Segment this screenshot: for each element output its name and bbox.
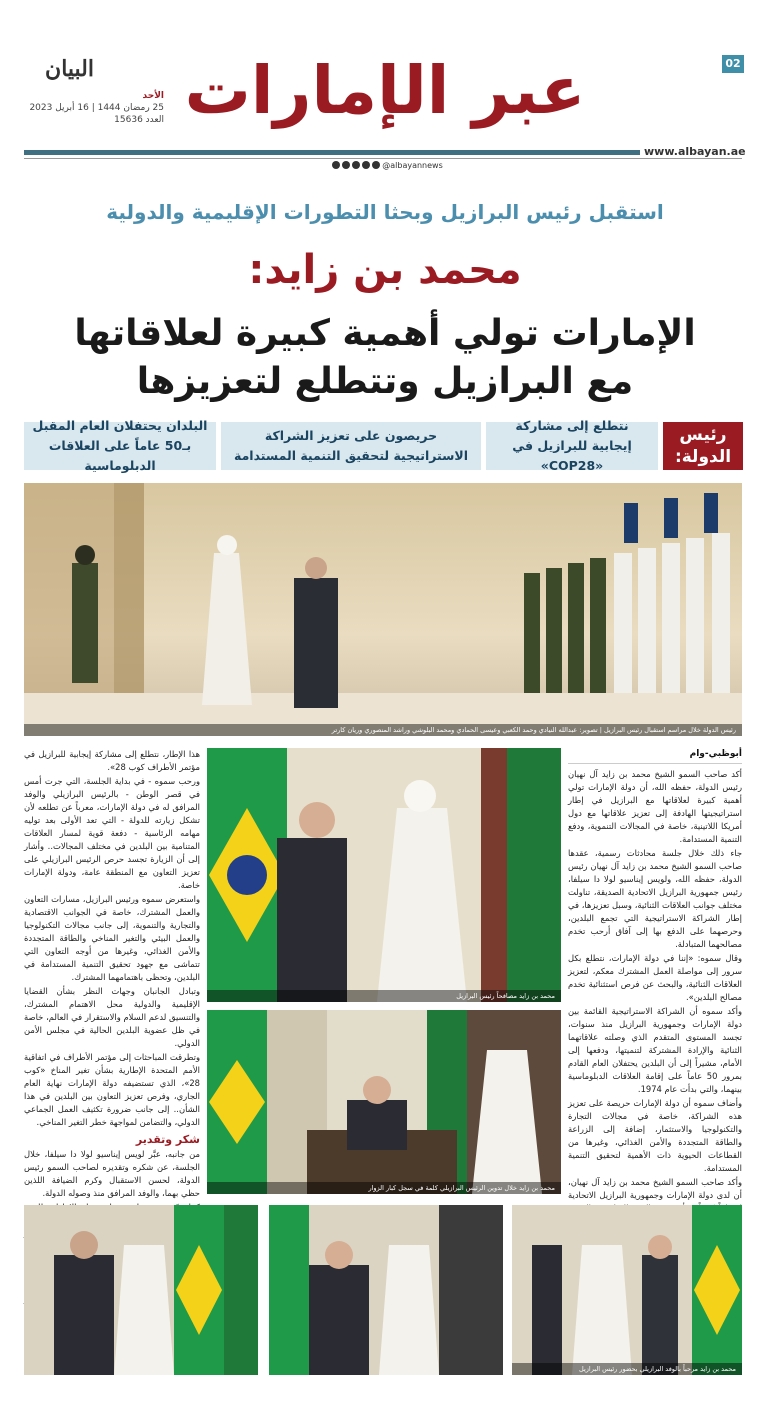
youtube-icon[interactable] [352,161,360,169]
article-paragraph: واستعرض سموه ورئيس البرازيل، مسارات التعاون والعمل المشترك، خاصة في الجوانب الاقتصادية والتجارية والتنموية، إلى جانب مجالات التكنولوجيا والعمل البيئي والتغير المناخي والطاقة المتجددة والأمن الغذائي، وغيرها من أوجه التعاون التي تتماشى مع جهود تحقيق التنمية المستدامة في البلدين، وتحظى باهتمامهما المشترك. [24,894,200,982]
snapchat-icon[interactable] [332,161,340,169]
highlight-item: البلدان يحتفلان العام المقبل بـ50 عاماً على العلاقات الدبلوماسية [24,422,216,470]
article-paragraph: جاء ذلك خلال جلسة محادثات رسمية، عقدها صاحب السمو الشيخ محمد بن زايد آل نهيان رئيس الدولة، حفظه الله، ولويس إيناسيو لولا دا سيلفا، رئيس جمهورية البرازيل الاتحادية الصديقة، تناولت مختلف جوانب العلاقات الثنائية، وسبل تعزيزها، في إطار الشراكة الاستراتيجية التي تجمع البلدين، وحرصهما على الدفع بها إلى آفاق أرحب تخدم مصالحهما المتبادلة. [568,848,742,949]
headline-main-red: محمد بن زايد: [248,247,522,293]
article-paragraph: وأكد صاحب السمو الشيخ محمد بن زايد آل نهيان، أن لدى دولة الإمارات وجمهورية البرازيل الاتحادية [568,1177,742,1200]
delegation-caption: محمد بن زايد مرحباً بالوفد البرازيلي بحضور رئيس البرازيل [512,1363,742,1375]
page-number: 02 [722,55,744,73]
date-block [24,90,164,126]
article-paragraph: وأكد سموه أن الشراكة الاستراتيجية القائمة بين دولة الإمارات وجمهورية البرازيل منذ سنوات، تجسد المستوى المتقدم الذي وصلته علاقاتهما الثنائية والإرادة المشتركة لتنميتها، ودفعها إلى الأمام، مشيراً إلى أن البلدين يحتفلان العام القادم بمرور 50 عاماً على إقامة العلاقات الدبلوماسية بينهما، والتي بدأت عام 1974. [568,1006,743,1094]
article-column-left [24,748,200,1196]
main-photo-illustration [24,483,742,736]
website-link[interactable]: www.albayan.ae [640,145,742,158]
delegation-illustration [512,1205,742,1375]
section-title: عبر الإمارات [184,52,586,129]
greeting-illustration [269,1205,503,1375]
masthead-rule [24,150,742,155]
article-byline: أبوظبي-وام [568,748,742,764]
headline-main-black [40,310,730,406]
social-bar [325,159,450,171]
headline-kicker: استقبل رئيس البرازيل وبحثا التطورات الإقليمية والدولية [106,200,664,224]
article-column-right [568,748,742,1208]
article-paragraph: وتبادل الجانبان وجهات النظر بشأن القضايا الإقليمية والدولية محل الاهتمام المشترك، والتنسيق لدعم السلام والاستقرار في العالم، خاصة في ظل عضوية البلدين الحالية في مجلس الأمن الدولي. [24,986,200,1048]
article-paragraph: من جانبه، عبَّر لويس إيناسيو لولا دا سيلفا، خلال الجلسة، عن شكره وتقديره لصاحب السمو رئيس الدولة، لحسن الاستقبال وكرم الضيافة اللذين حظي بهما، والوفد المرافق منذ وصوله الدولة. [24,1149,200,1198]
greeting-photo [269,1205,503,1375]
highlights-label: رئيس الدولة: [663,422,743,470]
issue-number: العدد 15636 [114,115,164,125]
twitter-icon[interactable] [362,161,370,169]
main-photo [24,483,742,736]
headline-line-2: مع البرازيل وتتطلع لتعزيزها [136,361,634,402]
guestbook-caption: محمد بن زايد خلال تدوين الرئيس البرازيلي كلمة في سجل كبار الزوار [207,1182,561,1194]
handshake-caption: محمد بن زايد مصافحاً رئيس البرازيل [207,990,561,1002]
article-subhead: شكر وتقدير [135,1133,200,1146]
facebook-icon[interactable] [372,161,380,169]
article-paragraph: هذا الإطار، نتطلع إلى مشاركة إيجابية للبرازيل في مؤتمر الأطراف كوب 28». [24,749,200,772]
guestbook-illustration [207,1010,561,1194]
headline-line-1: الإمارات تولي أهمية كبيرة لعلاقاتها [74,313,696,354]
instagram-icon[interactable] [342,161,350,169]
issue-date: 25 رمضان 1444 | 16 أبريل 2023 [29,103,164,113]
newspaper-logo[interactable]: البيان [45,56,94,82]
article-paragraph: أكد صاحب السمو الشيخ محمد بن زايد آل نهيان رئيس الدولة، حفظه الله، أن دولة الإمارات تولي أهمية كبيرة لعلاقاتها مع البرازيل في إطار استراتيجيتها الهادفة إلى تعزيز علاقاتها مع دول أمريكا اللاتينية، خاصة في المجالات التنموية، ودفع التنمية المستدامة. [568,769,742,844]
social-handle[interactable]: @albayannews [382,160,443,170]
welcome-illustration [24,1205,258,1375]
highlight-item: نتطلع إلى مشاركة إيجابية للبرازيل في «COP28» [486,422,658,470]
highlight-item: حريصون على تعزيز الشراكة الاستراتيجية لتحقيق التنمية المستدامة [221,422,481,470]
issue-day: الأحد [142,91,164,101]
main-photo-caption: رئيس الدولة خلال مراسم استقبال رئيس البرازيل | تصوير: عبدالله النيادي وحمد الكعبي وعيسى الحمادي ومحمد البلوشي وراشد المنصوري وريان كارتر [24,724,742,736]
article-paragraph: وقال سموه: «إننا في دولة الإمارات، نتطلع بكل سرور إلى مواصلة العمل المشترك معكم، لتعزيز العلاقات الثنائية، والبحث عن فرص استثنائية تخدم مصالح البلدين». [568,953,742,1002]
delegation-photo [512,1205,742,1375]
welcome-photo [24,1205,258,1375]
article-paragraph: ورحب سموه - في بداية الجلسة، التي جرت أمس في قصر الوطن - بالرئيس البرازيلي والوفد المرافق له في دولة الإمارات، معرباً عن تطلعه لأن تشكل زيارته للدولة - التي تعد الأولى بعد توليه مهامه الرئاسية - دفعة قوية لمسار العلاقات المتنامية بين البلدين في مختلف المجالات.. وأشار إلى أن الزيارة تجسد حرص الرئيس البرازيلي على تعزيز التعاون مع المنطقة عامة، ودولة الإمارات خاصة. [24,776,200,890]
article-paragraph: وتطرقت المباحثات إلى مؤتمر الأطراف في اتفاقية الأمم المتحدة الإطارية بشأن تغير المناخ «كوب 28»، الذي تستضيفه دولة الإمارات نهاية العام الجاري، وفرص تعزيز التعاون بين البلدين في هذا الشأن.. إلى جانب ضرورة تكثيف العمل الجماعي الدولي، والتضامن لمواجهة خطر التغير المناخي. [24,1052,200,1127]
handshake-photo [207,748,561,1002]
guestbook-photo [207,1010,561,1194]
handshake-illustration [207,748,561,1002]
article-paragraph: وأضاف سموه أن دولة الإمارات حريصة على تعزيز هذه الشراكة، خاصة في مجالات التجارة والتكنولوجيا والاستثمار، إضافة إلى الزراعة والطاقة المتجددة والأمن الغذائي، وغيرها من القطاعات الحيوية ذات الأهمية لتحقيق التنمية المستدامة. [568,1098,742,1173]
